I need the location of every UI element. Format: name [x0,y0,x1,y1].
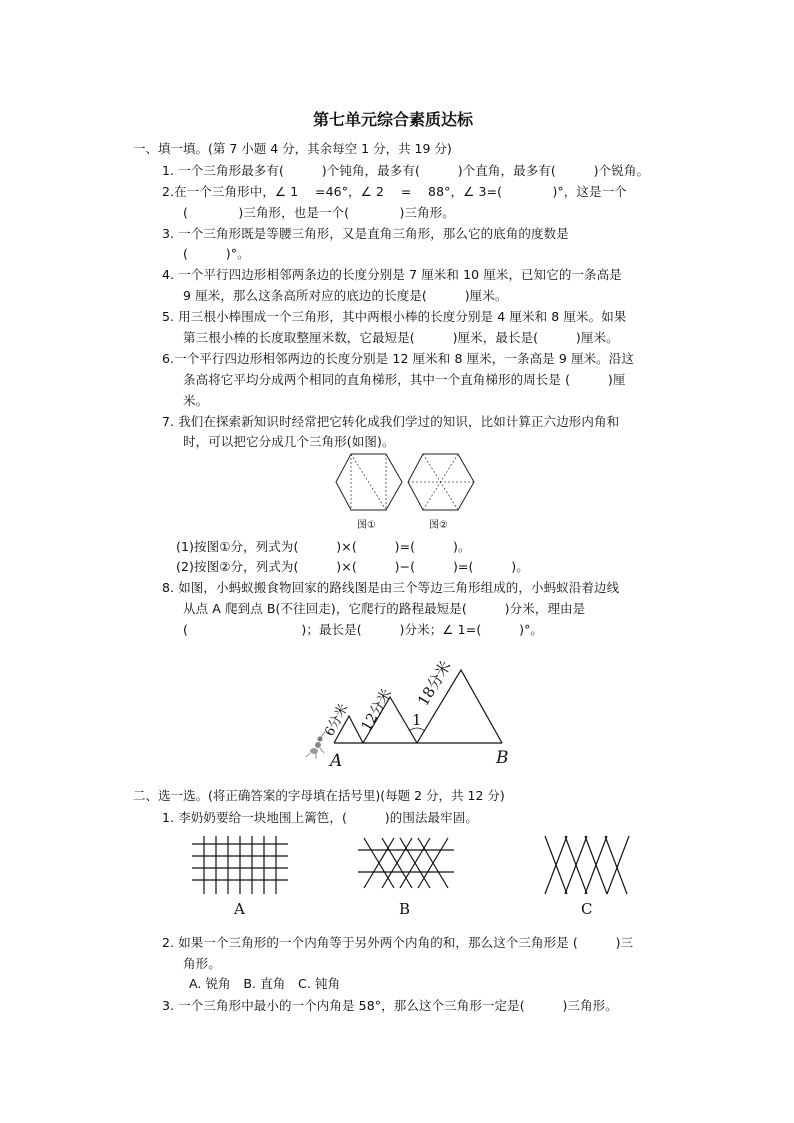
ant-icon [306,732,325,759]
side-18-label: 18分米 [413,657,455,710]
figure-1-caption: 图① [357,520,376,531]
section-2-heading: 二、选一选。(将正确答案的字母填在括号里)(每题 2 分，共 12 分) [133,788,505,803]
hexagon-figure-1 [334,452,404,512]
question-1-8-line2: 从点 A 爬到点 B(不往回走)，它爬行的路程最短是( )分米，理由是 [183,601,586,616]
question-2-3: 3. 一个三角形中最小的一个内角是 58°，那么这个三角形一定是( )三角形。 [162,998,618,1013]
question-1-5-line2: 第三根小棒的长度取整厘米数，它最短是( )厘米，最长是( )厘米。 [183,330,619,345]
side-12-label: 12分米 [358,686,396,734]
question-1-6-line3: 米。 [183,393,209,408]
fence-option-c [543,834,635,896]
question-2-2-line1: 2. 如果一个三角形的一个内角等于另外两个内角的和，那么这个三角形是 ( )三 [162,935,634,950]
question-1-7-line2: 时，可以把它分成几个三角形(如图)。 [183,434,395,449]
question-1-8-line1: 8. 如图，小蚂蚁搬食物回家的路线图是由三个等边三角形组成的，小蚂蚁沿着边线 [162,580,620,595]
page-title: 第七单元综合素质达标 [313,110,474,129]
figure-2-caption: 图② [429,520,448,531]
question-1-7-sub1: (1)按图①分，列式为( )×( )=( )。 [176,539,471,554]
section-1-heading: 一、填一填。(第 7 小题 4 分，其余每空 1 分，共 19 分) [133,141,452,156]
question-1-2-line2: ( )三角形，也是一个( )三角形。 [183,205,455,220]
ant-route-figure [300,645,520,770]
fence-option-b-label: B [399,900,411,918]
fence-option-a-label: A [234,900,245,918]
question-2-2-line2: 角形。 [183,956,221,971]
question-1-7-sub2: (2)按图②分，列式为( )×( )−( )=( )。 [176,559,529,574]
angle-1-label: 1 [412,711,422,729]
question-1-4-line1: 4. 一个平行四边形相邻两条边的长度分别是 7 厘米和 10 厘米，已知它的一条高是 [162,267,622,282]
fence-option-a [192,836,288,896]
point-b-label: B [496,748,509,768]
question-1-5-line1: 5. 用三根小棒围成一个三角形，其中两根小棒的长度分别是 4 厘米和 8 厘米。如果 [162,309,627,324]
side-6-label: 6分米 [322,701,352,739]
hexagon-figure-2 [406,452,476,512]
fence-option-b [358,836,454,896]
question-1-1: 1. 一个三角形最多有( )个钝角，最多有( )个直角，最多有( )个锐角。 [162,163,650,178]
question-1-3-line1: 3. 一个三角形既是等腰三角形，又是直角三角形，那么它的底角的度数是 [162,226,569,241]
question-1-6-line2: 条高将它平均分成两个相同的直角梯形，其中一个直角梯形的周长是 ( )厘 [183,372,626,387]
question-1-3-line2: ( )°。 [183,246,250,261]
question-1-4-line2: 9 厘米，那么这条高所对应的底边的长度是( )厘米。 [183,288,508,303]
question-2-2-options: A. 锐角 B. 直角 C. 钝角 [189,976,341,991]
question-1-8-line3: ( )；最长是( )分米；∠ 1=( )°。 [183,622,544,637]
fence-option-c-label: C [581,900,593,918]
question-2-1: 1. 李奶奶要给一块地围上篱笆，( )的围法最牢固。 [162,810,478,825]
question-1-2-line1: 2.在一个三角形中，∠ 1 =46°，∠ 2 = 88°，∠ 3=( )°，这是一个 [162,184,627,199]
point-a-label: A [330,751,343,771]
question-1-6-line1: 6.一个平行四边形相邻两边的长度分别是 12 厘米和 8 厘米，一条高是 9 厘米。沿这 [162,351,634,366]
question-1-7-line1: 7. 我们在探索新知识时经常把它转化成我们学过的知识，比如计算正六边形内角和 [162,414,620,429]
